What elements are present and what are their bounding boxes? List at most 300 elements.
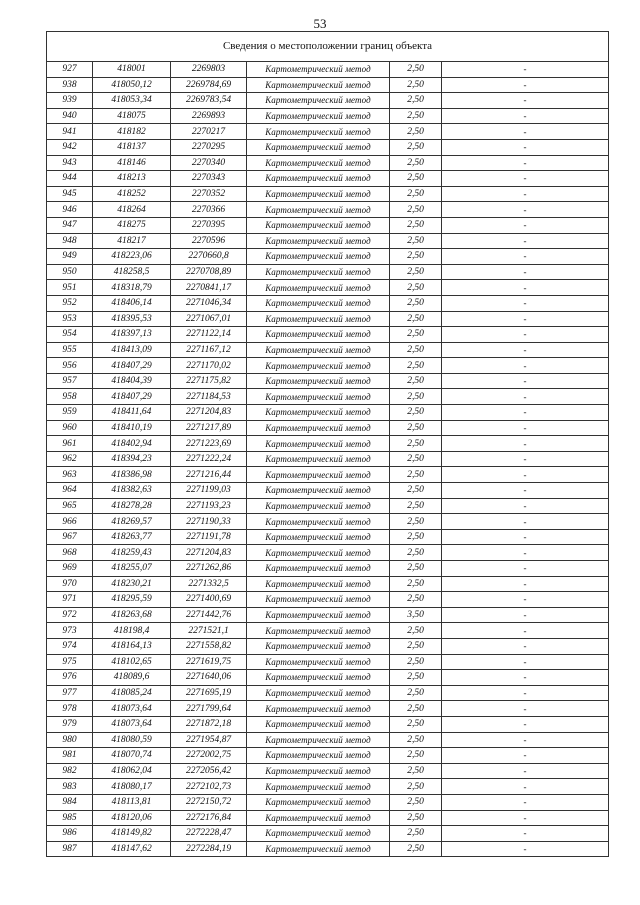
method-cell: Картометрический метод [247,638,390,654]
boundary-table [46,31,609,857]
table-row [47,638,609,654]
table-row [47,233,609,249]
x-coordinate-cell: 418073,64 [93,701,171,717]
point-number-cell: 945 [47,186,93,202]
point-number-cell: 952 [47,295,93,311]
point-number-cell: 961 [47,436,93,452]
note-cell: - [442,810,609,826]
y-coordinate-cell: 2271190,33 [171,514,247,530]
table-row [47,763,609,779]
note-cell: - [442,607,609,623]
y-coordinate-cell: 2271558,82 [171,638,247,654]
x-coordinate-cell: 418213 [93,171,171,187]
y-coordinate-cell: 2271184,53 [171,389,247,405]
x-coordinate-cell: 418278,28 [93,498,171,514]
x-coordinate-cell: 418075 [93,108,171,124]
table-row [47,529,609,545]
point-number-cell: 941 [47,124,93,140]
method-cell: Картометрический метод [247,623,390,639]
note-cell: - [442,420,609,436]
point-number-cell: 954 [47,327,93,343]
note-cell: - [442,171,609,187]
note-cell: - [442,451,609,467]
x-coordinate-cell: 418113,81 [93,794,171,810]
x-coordinate-cell: 418223,06 [93,249,171,265]
table-row [47,389,609,405]
table-row [47,186,609,202]
method-cell: Картометрический метод [247,451,390,467]
y-coordinate-cell: 2270708,89 [171,264,247,280]
accuracy-cell: 2,50 [390,826,442,842]
point-number-cell: 953 [47,311,93,327]
method-cell: Картометрический метод [247,342,390,358]
x-coordinate-cell: 418407,29 [93,358,171,374]
x-coordinate-cell: 418406,14 [93,295,171,311]
accuracy-cell: 2,50 [390,670,442,686]
y-coordinate-cell: 2271521,1 [171,623,247,639]
point-number-cell: 944 [47,171,93,187]
method-cell: Картометрический метод [247,420,390,436]
accuracy-cell: 2,50 [390,373,442,389]
accuracy-cell: 2,50 [390,436,442,452]
note-cell: - [442,202,609,218]
x-coordinate-cell: 418407,29 [93,389,171,405]
point-number-cell: 967 [47,529,93,545]
method-cell: Картометрический метод [247,545,390,561]
table-row [47,436,609,452]
table-row [47,670,609,686]
point-number-cell: 986 [47,826,93,842]
note-cell: - [442,358,609,374]
method-cell: Картометрический метод [247,155,390,171]
accuracy-cell: 2,50 [390,498,442,514]
note-cell: - [442,748,609,764]
accuracy-cell: 2,50 [390,716,442,732]
accuracy-cell: 2,50 [390,342,442,358]
y-coordinate-cell: 2270395 [171,217,247,233]
table-row [47,171,609,187]
table-row [47,498,609,514]
accuracy-cell: 2,50 [390,576,442,592]
accuracy-cell: 2,50 [390,217,442,233]
table-row [47,295,609,311]
method-cell: Картометрический метод [247,139,390,155]
y-coordinate-cell: 2270352 [171,186,247,202]
accuracy-cell: 2,50 [390,638,442,654]
point-number-cell: 956 [47,358,93,374]
x-coordinate-cell: 418411,64 [93,405,171,421]
y-coordinate-cell: 2271619,75 [171,654,247,670]
y-coordinate-cell: 2272150,72 [171,794,247,810]
x-coordinate-cell: 418275 [93,217,171,233]
point-number-cell: 940 [47,108,93,124]
method-cell: Картометрический метод [247,732,390,748]
point-number-cell: 974 [47,638,93,654]
y-coordinate-cell: 2272002,75 [171,748,247,764]
table-row [47,561,609,577]
method-cell: Картометрический метод [247,389,390,405]
point-number-cell: 959 [47,405,93,421]
point-number-cell: 980 [47,732,93,748]
note-cell: - [442,779,609,795]
method-cell: Картометрический метод [247,561,390,577]
table-row [47,249,609,265]
method-cell: Картометрический метод [247,841,390,857]
accuracy-cell: 2,50 [390,685,442,701]
note-cell: - [442,155,609,171]
x-coordinate-cell: 418255,07 [93,561,171,577]
note-cell: - [442,638,609,654]
x-coordinate-cell: 418264 [93,202,171,218]
accuracy-cell: 2,50 [390,389,442,405]
x-coordinate-cell: 418080,59 [93,732,171,748]
x-coordinate-cell: 418080,17 [93,779,171,795]
y-coordinate-cell: 2271695,19 [171,685,247,701]
table-row [47,623,609,639]
point-number-cell: 938 [47,77,93,93]
point-number-cell: 968 [47,545,93,561]
note-cell: - [442,529,609,545]
x-coordinate-cell: 418395,53 [93,311,171,327]
table-row [47,420,609,436]
method-cell: Картометрический метод [247,810,390,826]
y-coordinate-cell: 2271217,89 [171,420,247,436]
method-cell: Картометрический метод [247,467,390,483]
table-row [47,810,609,826]
accuracy-cell: 2,50 [390,794,442,810]
table-row [47,217,609,233]
method-cell: Картометрический метод [247,483,390,499]
method-cell: Картометрический метод [247,498,390,514]
point-number-cell: 973 [47,623,93,639]
accuracy-cell: 2,50 [390,763,442,779]
point-number-cell: 943 [47,155,93,171]
accuracy-cell: 2,50 [390,295,442,311]
note-cell: - [442,217,609,233]
point-number-cell: 976 [47,670,93,686]
accuracy-cell: 2,50 [390,841,442,857]
table-row [47,77,609,93]
x-coordinate-cell: 418386,98 [93,467,171,483]
method-cell: Картометрический метод [247,295,390,311]
y-coordinate-cell: 2271191,78 [171,529,247,545]
accuracy-cell: 2,50 [390,654,442,670]
accuracy-cell: 3,50 [390,607,442,623]
method-cell: Картометрический метод [247,716,390,732]
method-cell: Картометрический метод [247,826,390,842]
point-number-cell: 963 [47,467,93,483]
table-row [47,514,609,530]
table-row [47,62,609,78]
x-coordinate-cell: 418269,57 [93,514,171,530]
method-cell: Картометрический метод [247,794,390,810]
table-row [47,373,609,389]
point-number-cell: 971 [47,592,93,608]
table-row [47,264,609,280]
accuracy-cell: 2,50 [390,77,442,93]
x-coordinate-cell: 418050,12 [93,77,171,93]
table-row [47,654,609,670]
y-coordinate-cell: 2271799,64 [171,701,247,717]
method-cell: Картометрический метод [247,77,390,93]
method-cell: Картометрический метод [247,327,390,343]
accuracy-cell: 2,50 [390,139,442,155]
table-row [47,779,609,795]
x-coordinate-cell: 418410,19 [93,420,171,436]
table-row [47,124,609,140]
accuracy-cell: 2,50 [390,233,442,249]
accuracy-cell: 2,50 [390,155,442,171]
table-row [47,327,609,343]
x-coordinate-cell: 418073,64 [93,716,171,732]
point-number-cell: 969 [47,561,93,577]
table-row [47,155,609,171]
point-number-cell: 950 [47,264,93,280]
x-coordinate-cell: 418258,5 [93,264,171,280]
point-number-cell: 970 [47,576,93,592]
y-coordinate-cell: 2269783,54 [171,93,247,109]
y-coordinate-cell: 2271204,83 [171,405,247,421]
accuracy-cell: 2,50 [390,748,442,764]
table-row [47,451,609,467]
accuracy-cell: 2,50 [390,311,442,327]
accuracy-cell: 2,50 [390,623,442,639]
x-coordinate-cell: 418085,24 [93,685,171,701]
table-row [47,545,609,561]
point-number-cell: 948 [47,233,93,249]
y-coordinate-cell: 2270343 [171,171,247,187]
y-coordinate-cell: 2270841,17 [171,280,247,296]
note-cell: - [442,233,609,249]
accuracy-cell: 2,50 [390,202,442,218]
note-cell: - [442,93,609,109]
note-cell: - [442,794,609,810]
note-cell: - [442,732,609,748]
table-row [47,732,609,748]
x-coordinate-cell: 418413,09 [93,342,171,358]
method-cell: Картометрический метод [247,249,390,265]
table-row [47,139,609,155]
note-cell: - [442,654,609,670]
note-cell: - [442,623,609,639]
method-cell: Картометрический метод [247,202,390,218]
note-cell: - [442,405,609,421]
method-cell: Картометрический метод [247,701,390,717]
table-row [47,685,609,701]
note-cell: - [442,311,609,327]
table-row [47,576,609,592]
y-coordinate-cell: 2271216,44 [171,467,247,483]
y-coordinate-cell: 2272284,19 [171,841,247,857]
y-coordinate-cell: 2271170,02 [171,358,247,374]
point-number-cell: 962 [47,451,93,467]
method-cell: Картометрический метод [247,763,390,779]
y-coordinate-cell: 2271442,76 [171,607,247,623]
table-row [47,93,609,109]
accuracy-cell: 2,50 [390,483,442,499]
x-coordinate-cell: 418295,59 [93,592,171,608]
point-number-cell: 955 [47,342,93,358]
x-coordinate-cell: 418382,63 [93,483,171,499]
method-cell: Картометрический метод [247,108,390,124]
note-cell: - [442,295,609,311]
accuracy-cell: 2,50 [390,264,442,280]
method-cell: Картометрический метод [247,311,390,327]
table-row [47,701,609,717]
note-cell: - [442,77,609,93]
method-cell: Картометрический метод [247,748,390,764]
y-coordinate-cell: 2271175,82 [171,373,247,389]
method-cell: Картометрический метод [247,654,390,670]
accuracy-cell: 2,50 [390,810,442,826]
note-cell: - [442,327,609,343]
accuracy-cell: 2,50 [390,451,442,467]
x-coordinate-cell: 418062,04 [93,763,171,779]
x-coordinate-cell: 418397,13 [93,327,171,343]
table-row [47,826,609,842]
note-cell: - [442,373,609,389]
method-cell: Картометрический метод [247,93,390,109]
table-row [47,280,609,296]
method-cell: Картометрический метод [247,373,390,389]
point-number-cell: 966 [47,514,93,530]
accuracy-cell: 2,50 [390,124,442,140]
method-cell: Картометрический метод [247,217,390,233]
accuracy-cell: 2,50 [390,701,442,717]
y-coordinate-cell: 2272056,42 [171,763,247,779]
note-cell: - [442,62,609,78]
accuracy-cell: 2,50 [390,171,442,187]
table-row [47,202,609,218]
note-cell: - [442,685,609,701]
note-cell: - [442,483,609,499]
x-coordinate-cell: 418230,21 [93,576,171,592]
x-coordinate-cell: 418089,6 [93,670,171,686]
accuracy-cell: 2,50 [390,420,442,436]
method-cell: Картометрический метод [247,607,390,623]
note-cell: - [442,186,609,202]
accuracy-cell: 2,50 [390,280,442,296]
y-coordinate-cell: 2271122,14 [171,327,247,343]
accuracy-cell: 2,50 [390,545,442,561]
table-row [47,405,609,421]
note-cell: - [442,467,609,483]
note-cell: - [442,108,609,124]
method-cell: Картометрический метод [247,436,390,452]
point-number-cell: 949 [47,249,93,265]
note-cell: - [442,545,609,561]
y-coordinate-cell: 2271199,03 [171,483,247,499]
method-cell: Картометрический метод [247,358,390,374]
y-coordinate-cell: 2270295 [171,139,247,155]
method-cell: Картометрический метод [247,592,390,608]
method-cell: Картометрический метод [247,186,390,202]
note-cell: - [442,389,609,405]
y-coordinate-cell: 2271046,34 [171,295,247,311]
y-coordinate-cell: 2271167,12 [171,342,247,358]
point-number-cell: 947 [47,217,93,233]
accuracy-cell: 2,50 [390,186,442,202]
x-coordinate-cell: 418070,74 [93,748,171,764]
x-coordinate-cell: 418182 [93,124,171,140]
accuracy-cell: 2,50 [390,108,442,124]
method-cell: Картометрический метод [247,685,390,701]
point-number-cell: 979 [47,716,93,732]
point-number-cell: 927 [47,62,93,78]
point-number-cell: 985 [47,810,93,826]
x-coordinate-cell: 418394,23 [93,451,171,467]
method-cell: Картометрический метод [247,514,390,530]
note-cell: - [442,826,609,842]
accuracy-cell: 2,50 [390,467,442,483]
y-coordinate-cell: 2271872,18 [171,716,247,732]
y-coordinate-cell: 2270596 [171,233,247,249]
note-cell: - [442,670,609,686]
point-number-cell: 983 [47,779,93,795]
x-coordinate-cell: 418263,68 [93,607,171,623]
note-cell: - [442,763,609,779]
method-cell: Картометрический метод [247,171,390,187]
accuracy-cell: 2,50 [390,561,442,577]
y-coordinate-cell: 2269893 [171,108,247,124]
point-number-cell: 957 [47,373,93,389]
note-cell: - [442,716,609,732]
method-cell: Картометрический метод [247,62,390,78]
table-row [47,483,609,499]
y-coordinate-cell: 2270366 [171,202,247,218]
x-coordinate-cell: 418404,39 [93,373,171,389]
y-coordinate-cell: 2269803 [171,62,247,78]
y-coordinate-cell: 2269784,69 [171,77,247,93]
accuracy-cell: 2,50 [390,514,442,530]
table-row [47,748,609,764]
note-cell: - [442,576,609,592]
note-cell: - [442,264,609,280]
y-coordinate-cell: 2271193,23 [171,498,247,514]
point-number-cell: 942 [47,139,93,155]
x-coordinate-cell: 418120,06 [93,810,171,826]
note-cell: - [442,139,609,155]
x-coordinate-cell: 418402,94 [93,436,171,452]
table-row [47,108,609,124]
table-row [47,607,609,623]
x-coordinate-cell: 418198,4 [93,623,171,639]
x-coordinate-cell: 418149,82 [93,826,171,842]
method-cell: Картометрический метод [247,529,390,545]
y-coordinate-cell: 2271222,24 [171,451,247,467]
method-cell: Картометрический метод [247,670,390,686]
accuracy-cell: 2,50 [390,93,442,109]
accuracy-cell: 2,50 [390,405,442,421]
x-coordinate-cell: 418053,34 [93,93,171,109]
method-cell: Картометрический метод [247,405,390,421]
page-number: 53 [313,16,327,31]
table-row [47,794,609,810]
method-cell: Картометрический метод [247,779,390,795]
table-row [47,342,609,358]
point-number-cell: 987 [47,841,93,857]
x-coordinate-cell: 418217 [93,233,171,249]
note-cell: - [442,124,609,140]
method-cell: Картометрический метод [247,233,390,249]
x-coordinate-cell: 418001 [93,62,171,78]
point-number-cell: 982 [47,763,93,779]
y-coordinate-cell: 2270217 [171,124,247,140]
y-coordinate-cell: 2271262,86 [171,561,247,577]
y-coordinate-cell: 2270660,8 [171,249,247,265]
y-coordinate-cell: 2271400,69 [171,592,247,608]
point-number-cell: 972 [47,607,93,623]
